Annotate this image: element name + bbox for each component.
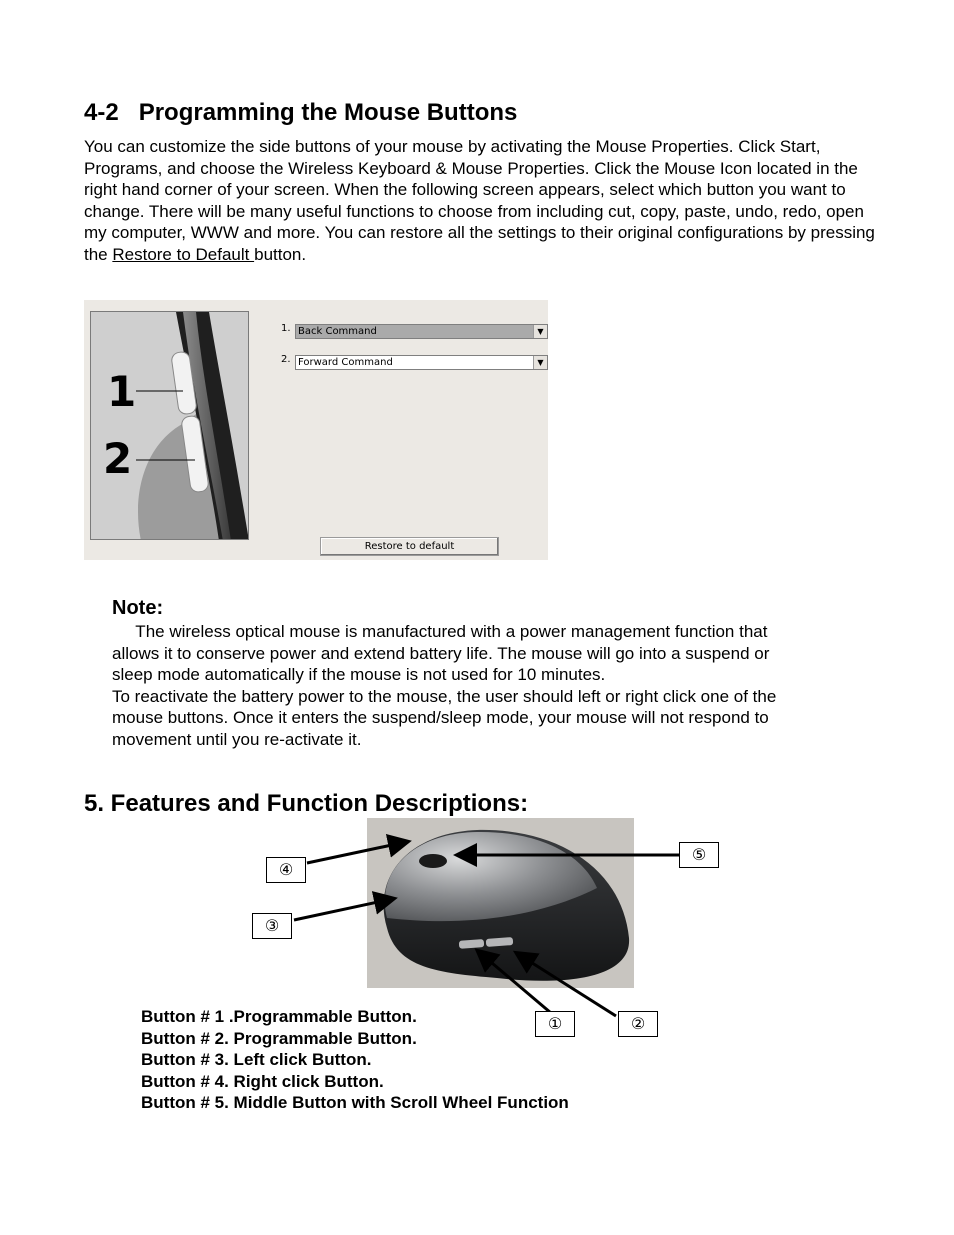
restore-default-link: Restore to Default [112, 244, 255, 264]
chevron-down-icon[interactable]: ▼ [533, 325, 547, 338]
intro-text: You can customize the side buttons of your mouse by activating the Mouse Properties. Click Start, Programs, and choose the Wireless Keyboard & Mouse Properties. Click the Mouse Icon located in the right hand corner of your screen. When the following screen appears, select which button you want to change. There will be many useful functions to choose from including cut, copy, paste, undo, redo, open my computer, WWW and more. You can restore all the settings to their original configurations by pressing the [84, 137, 875, 264]
side-button-label-1: 1 [107, 367, 137, 416]
dropdown-2-number: 2. [281, 354, 291, 365]
note-line: The wireless optical mouse is manufactured with a power management function that [112, 622, 768, 641]
list-item: Button # 3. Left click Button. [141, 1050, 372, 1069]
callout-2: ② [618, 1011, 658, 1037]
features-heading: 5. Features and Function Descriptions: [84, 790, 529, 817]
note-line: sleep mode automatically if the mouse is not used for 10 minutes. [112, 665, 606, 685]
arrow-4 [307, 842, 406, 863]
list-item: Button # 1 .Programmable Button. [141, 1007, 417, 1026]
callout-4: ④ [266, 857, 306, 883]
section-heading: 4-2 Programming the Mouse Buttons [84, 99, 518, 126]
list-item: Button # 5. Middle Button with Scroll Wheel Function [141, 1093, 569, 1112]
chevron-down-icon[interactable]: ▼ [533, 356, 547, 369]
side-button-label-2: 2 [103, 434, 133, 483]
list-item: Button # 4. Right click Button. [141, 1071, 384, 1091]
button-list [141, 1006, 569, 1114]
intro-end-text: button. [254, 244, 307, 264]
note-title: Note: [112, 597, 164, 619]
note-line: To reactivate the battery power to the mouse, the user should left or right click one of the [112, 686, 777, 706]
button-1-function-value: Back Command [298, 326, 377, 337]
callout-1: ① [535, 1011, 575, 1037]
arrow-3 [294, 899, 392, 920]
list-item: Button # 2. Programmable Button. [141, 1028, 417, 1048]
arrow-1 [479, 952, 551, 1013]
restore-to-default-button[interactable]: Restore to default [320, 537, 499, 556]
note-line: movement until you re-activate it. [112, 729, 362, 749]
callout-5: ⑤ [679, 842, 719, 868]
dropdown-1-number: 1. [281, 323, 291, 334]
note-line: allows it to conserve power and extend battery life. The mouse will go into a suspend or [112, 643, 770, 663]
note-line: mouse buttons. Once it enters the suspend/sleep mode, your mouse will not respond to [112, 708, 769, 728]
callout-3: ③ [252, 913, 292, 939]
button-2-function-value: Forward Command [298, 357, 393, 368]
